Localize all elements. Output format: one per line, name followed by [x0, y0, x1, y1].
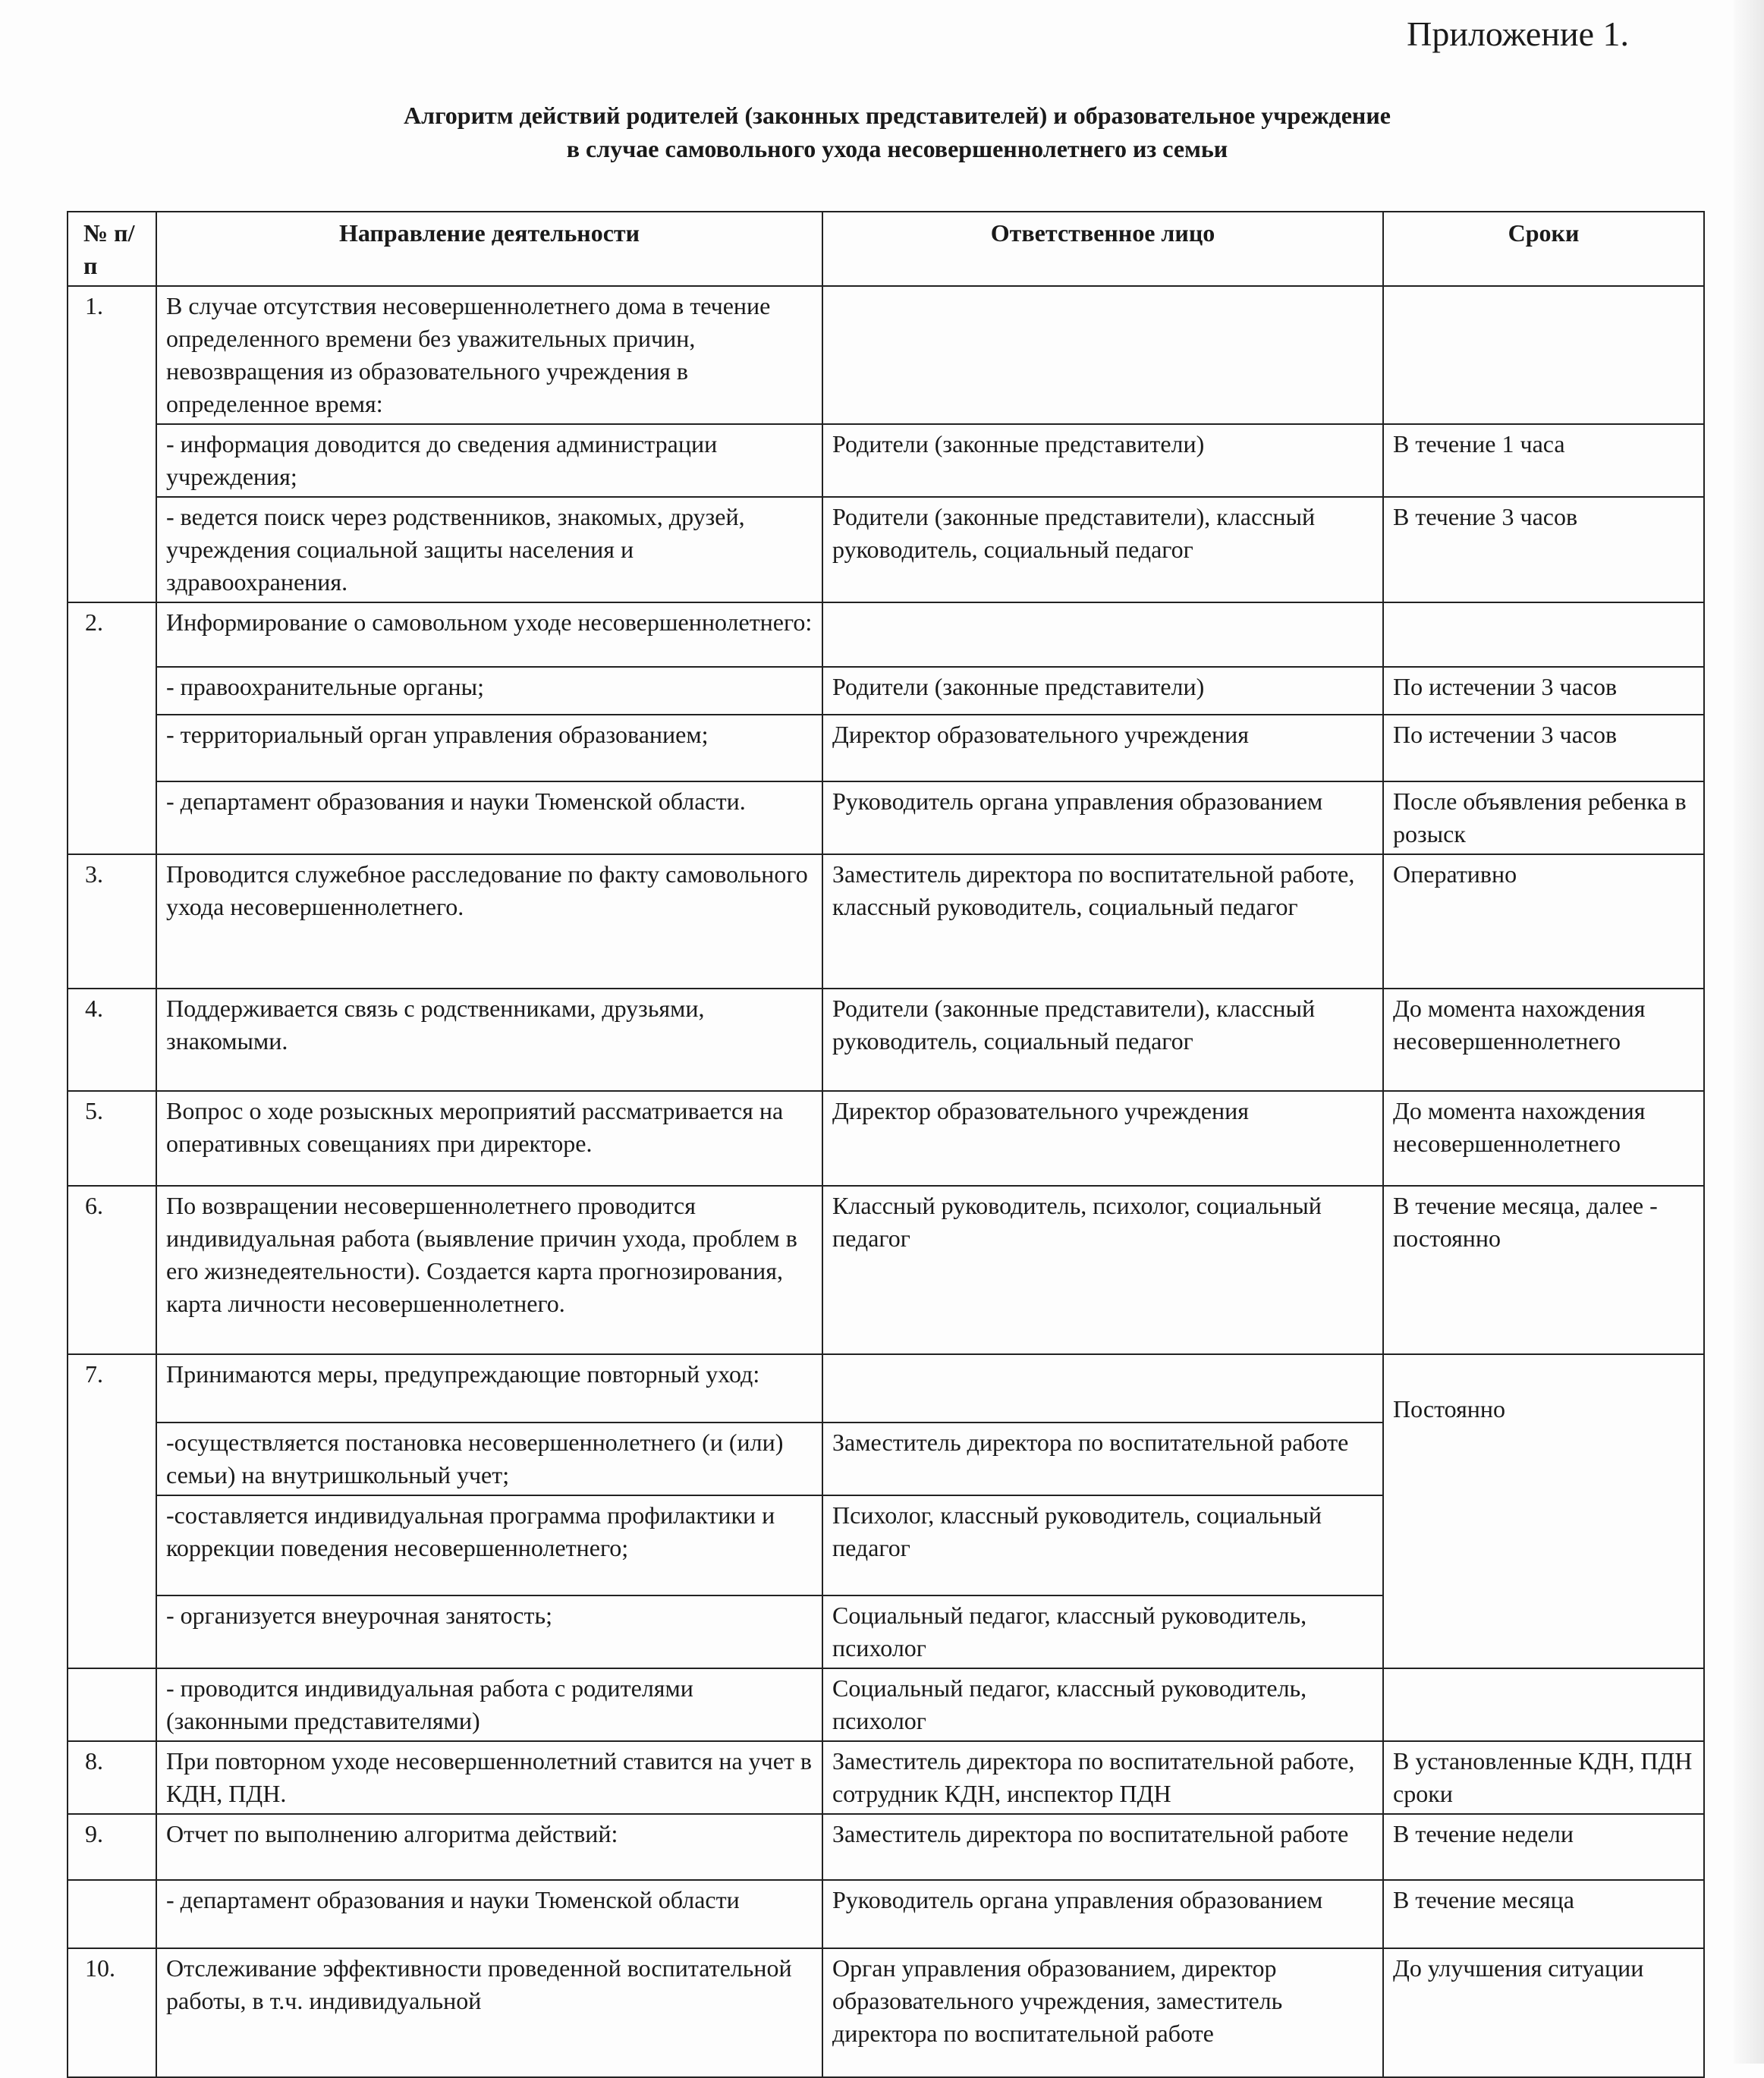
responsible-cell: Социальный педагог, классный руководитель, психолог [822, 1668, 1383, 1741]
document-title [0, 99, 1764, 165]
deadline-cell: По истечении 3 часов [1383, 715, 1704, 781]
table-row [68, 1880, 1704, 1948]
activity-cell: - проводится индивидуальная работа с родителями (законными представителями) [156, 1668, 822, 1741]
deadline-cell: В течение 3 часов [1383, 497, 1704, 602]
activity-cell: В случае отсутствия несовершеннолетнего дома в течение определенного времени без уважительных причин, невозвращения из образовательного учреждения в определенное время: [156, 286, 822, 424]
deadline-cell: В установленные КДН, ПДН сроки [1383, 1741, 1704, 1814]
responsible-cell: Заместитель директора по воспитательной работе [822, 1423, 1383, 1495]
responsible-cell: Руководитель органа управления образованием [822, 1880, 1383, 1948]
row-number: 5. [68, 1091, 156, 1186]
row-number: 9. [68, 1814, 156, 1880]
table-row [68, 854, 1704, 989]
deadline-cell [1383, 602, 1704, 667]
responsible-cell: Родители (законные представители), классный руководитель, социальный педагог [822, 989, 1383, 1091]
table-row [68, 286, 1704, 424]
activity-cell: По возвращении несовершеннолетнего проводится индивидуальная работа (выявление причин ухода, проблем в его жизнедеятельности). Создается карта прогнозирования, карта личности несовершеннолетнего. [156, 1186, 822, 1354]
deadline-cell: Оперативно [1383, 854, 1704, 989]
table-row [68, 1354, 1704, 1423]
responsible-cell [822, 602, 1383, 667]
responsible-cell [822, 286, 1383, 424]
row-number-empty [68, 1880, 156, 1948]
table-row [68, 602, 1704, 667]
table-row [68, 715, 1704, 781]
responsible-cell: Психолог, классный руководитель, социальный педагог [822, 1495, 1383, 1595]
activity-cell: Вопрос о ходе розыскных мероприятий рассматривается на оперативных совещаниях при директоре. [156, 1091, 822, 1186]
table-row [68, 497, 1704, 602]
responsible-cell [822, 1354, 1383, 1423]
activity-cell: - территориальный орган управления образованием; [156, 715, 822, 781]
table-row [68, 1091, 1704, 1186]
table-row [68, 1741, 1704, 1814]
table-row [68, 1186, 1704, 1354]
responsible-cell: Директор образовательного учреждения [822, 715, 1383, 781]
deadline-cell-empty [1383, 1668, 1704, 1741]
row-number: 8. [68, 1741, 156, 1814]
row-number: 10. [68, 1948, 156, 2077]
row-number: 7. [68, 1354, 156, 1668]
deadline-cell: В течение месяца [1383, 1880, 1704, 1948]
header-num: № п/п [68, 212, 156, 286]
deadline-cell: До момента нахождения несовершеннолетнего [1383, 989, 1704, 1091]
table-row [68, 667, 1704, 715]
activity-cell: - организуется внеурочная занятость; [156, 1595, 822, 1668]
responsible-cell: Заместитель директора по воспитательной работе, сотрудник КДН, инспектор ПДН [822, 1741, 1383, 1814]
responsible-cell: Родители (законные представители), классный руководитель, социальный педагог [822, 497, 1383, 602]
table-row [68, 1814, 1704, 1880]
activity-cell: - департамент образования и науки Тюменской области [156, 1880, 822, 1948]
table-row [68, 989, 1704, 1091]
deadline-cell: До момента нахождения несовершеннолетнего [1383, 1091, 1704, 1186]
activity-cell: Информирование о самовольном уходе несовершеннолетнего: [156, 602, 822, 667]
deadline-cell: По истечении 3 часов [1383, 667, 1704, 715]
title-line-1: Алгоритм действий родителей (законных представителей) и образовательное учреждение [404, 102, 1391, 129]
row-number: 2. [68, 602, 156, 854]
table-header [68, 212, 1704, 286]
header-responsible: Ответственное лицо [822, 212, 1383, 286]
deadline-cell [1383, 286, 1704, 424]
responsible-cell: Орган управления образованием, директор образовательного учреждения, заместитель директора по воспитательной работе [822, 1948, 1383, 2077]
responsible-cell: Директор образовательного учреждения [822, 1091, 1383, 1186]
deadline-cell: В течение месяца, далее - постоянно [1383, 1186, 1704, 1354]
responsible-cell: Родители (законные представители) [822, 424, 1383, 497]
responsible-cell: Родители (законные представители) [822, 667, 1383, 715]
activity-cell: - департамент образования и науки Тюменской области. [156, 781, 822, 854]
activity-cell: Отчет по выполнению алгоритма действий: [156, 1814, 822, 1880]
deadline-cell: Постоянно [1383, 1354, 1704, 1668]
deadline-cell: До улучшения ситуации [1383, 1948, 1704, 2077]
activity-cell: - информация доводится до сведения администрации учреждения; [156, 424, 822, 497]
responsible-cell: Социальный педагог, классный руководитель, психолог [822, 1595, 1383, 1668]
row-number: 4. [68, 989, 156, 1091]
responsible-cell: Классный руководитель, психолог, социальный педагог [822, 1186, 1383, 1354]
table-row [68, 1668, 1704, 1741]
activity-cell: Поддерживается связь с родственниками, друзьями, знакомыми. [156, 989, 822, 1091]
scan-edge [1734, 0, 1764, 2064]
responsible-cell: Заместитель директора по воспитательной работе [822, 1814, 1383, 1880]
deadline-cell: После объявления ребенка в розыск [1383, 781, 1704, 854]
deadline-cell: В течение 1 часа [1383, 424, 1704, 497]
activity-cell: Отслеживание эффективности проведенной воспитательной работы, в т.ч. индивидуальной [156, 1948, 822, 2077]
row-number-empty [68, 1668, 156, 1741]
activity-cell: Проводится служебное расследование по факту самовольного ухода несовершеннолетнего. [156, 854, 822, 989]
responsible-cell: Руководитель органа управления образованием [822, 781, 1383, 854]
appendix-label: Приложение 1. [1407, 14, 1629, 53]
activity-cell: Принимаются меры, предупреждающие повторный уход: [156, 1354, 822, 1423]
header-deadline: Сроки [1383, 212, 1704, 286]
responsible-cell: Заместитель директора по воспитательной работе, классный руководитель, социальный педагог [822, 854, 1383, 989]
activity-cell: - правоохранительные органы; [156, 667, 822, 715]
title-line-2: в случае самовольного ухода несовершеннолетнего из семьи [566, 135, 1228, 162]
activity-cell: -составляется индивидуальная программа профилактики и коррекции поведения несовершеннолетнего; [156, 1495, 822, 1595]
table-row [68, 1948, 1704, 2077]
row-number: 6. [68, 1186, 156, 1354]
activity-cell: - ведется поиск через родственников, знакомых, друзей, учреждения социальной защиты населения и здравоохранения. [156, 497, 822, 602]
table-row [68, 424, 1704, 497]
row-number: 3. [68, 854, 156, 989]
deadline-cell: В течение недели [1383, 1814, 1704, 1880]
activity-cell: При повторном уходе несовершеннолетний ставится на учет в КДН, ПДН. [156, 1741, 822, 1814]
activity-cell: -осуществляется постановка несовершеннолетнего (и (или) семьи) на внутришкольный учет; [156, 1423, 822, 1495]
row-number: 1. [68, 286, 156, 602]
header-activity: Направление деятельности [156, 212, 822, 286]
algorithm-table [67, 211, 1705, 2078]
table-row [68, 781, 1704, 854]
